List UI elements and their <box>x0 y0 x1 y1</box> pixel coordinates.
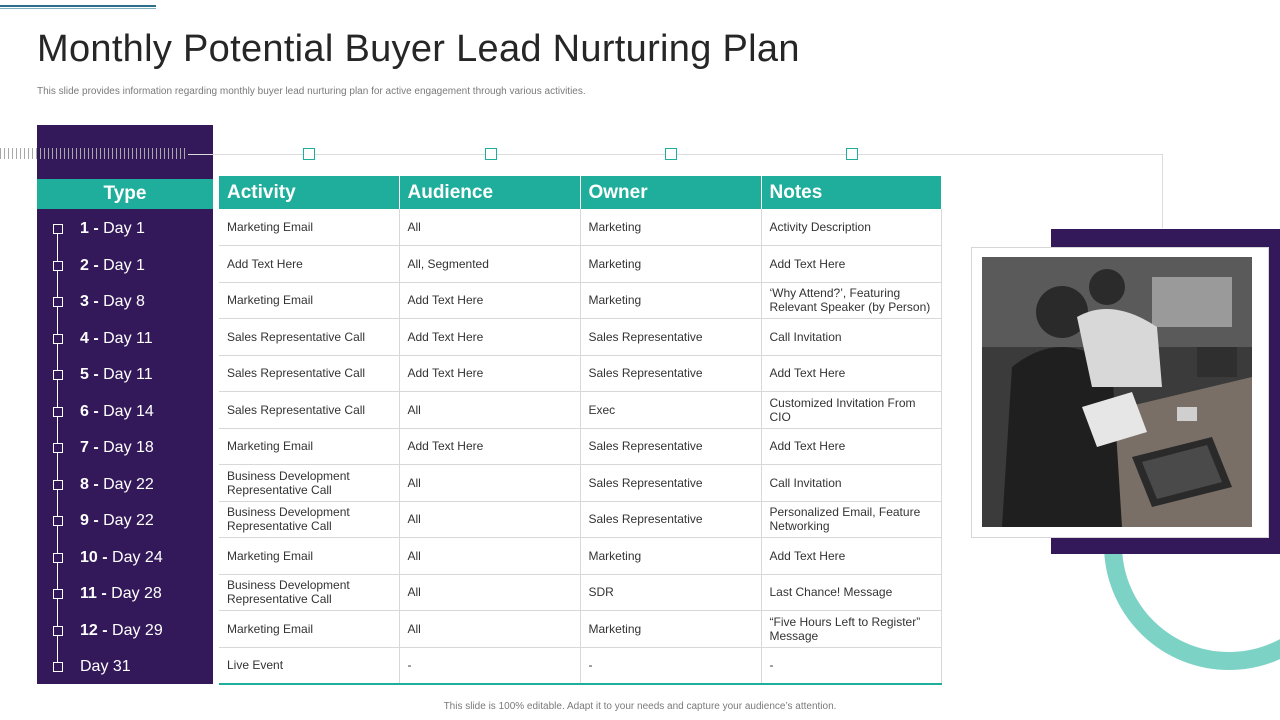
type-item-label <box>80 476 154 494</box>
square-marker-icon <box>53 261 63 271</box>
cell-notes: Add Text Here <box>761 428 941 465</box>
table-row <box>219 319 941 356</box>
type-item-label <box>80 330 153 348</box>
cell-owner: Marketing <box>580 282 761 319</box>
top-accent-line <box>0 0 156 10</box>
cell-activity: Business Development Representative Call <box>219 574 399 611</box>
type-item <box>37 467 213 504</box>
timeline-ruler <box>0 148 188 159</box>
type-item-number: 8 - <box>80 475 99 493</box>
table-row <box>219 501 941 538</box>
cell-owner: Marketing <box>580 538 761 575</box>
square-marker-icon <box>53 224 63 234</box>
type-item-day: Day 28 <box>106 585 162 603</box>
cell-activity: Marketing Email <box>219 282 399 319</box>
table-row <box>219 209 941 246</box>
cell-activity: Sales Representative Call <box>219 319 399 356</box>
cell-owner: Sales Representative <box>580 319 761 356</box>
cell-audience: All <box>399 209 580 246</box>
cell-notes: - <box>761 647 941 684</box>
type-item-day: Day 11 <box>98 329 153 347</box>
cell-owner: Exec <box>580 392 761 429</box>
type-item-label <box>80 257 145 275</box>
type-list <box>37 211 213 686</box>
cell-notes: Activity Description <box>761 209 941 246</box>
type-item-day: Day 18 <box>98 439 154 457</box>
cell-audience: All <box>399 611 580 648</box>
square-marker-icon <box>53 626 63 636</box>
cell-audience: All <box>399 574 580 611</box>
type-item-number: 9 - <box>80 512 99 530</box>
cell-owner: SDR <box>580 574 761 611</box>
table-row <box>219 647 941 684</box>
square-marker-icon <box>53 297 63 307</box>
type-item-day: Day 11 <box>98 366 153 384</box>
type-item-day: Day 22 <box>98 475 154 493</box>
cell-activity: Marketing Email <box>219 611 399 648</box>
type-item <box>37 540 213 577</box>
cell-notes: Add Text Here <box>761 246 941 283</box>
table-row <box>219 428 941 465</box>
cell-activity: Sales Representative Call <box>219 355 399 392</box>
type-item <box>37 613 213 650</box>
type-item-label <box>80 658 131 676</box>
table-body <box>219 209 941 684</box>
slide-title: Monthly Potential Buyer Lead Nurturing Plan <box>37 28 800 70</box>
cell-audience: Add Text Here <box>399 282 580 319</box>
type-item <box>37 248 213 285</box>
cell-owner: - <box>580 647 761 684</box>
type-item-number: 7 - <box>80 439 99 457</box>
type-item <box>37 430 213 467</box>
cell-audience: All <box>399 392 580 429</box>
type-item <box>37 211 213 248</box>
cell-notes: “Five Hours Left to Register” Message <box>761 611 941 648</box>
type-item-day: Day 14 <box>98 402 154 420</box>
business-meeting-photo <box>982 257 1252 527</box>
type-item-label <box>80 512 154 530</box>
type-item-day: Day 29 <box>107 621 163 639</box>
type-item <box>37 284 213 321</box>
type-item-number: 4 - <box>80 329 99 347</box>
table-row <box>219 246 941 283</box>
square-marker-icon <box>53 407 63 417</box>
type-item-number: 6 - <box>80 402 99 420</box>
type-item-day: Day 8 <box>98 293 145 311</box>
cell-owner: Marketing <box>580 611 761 648</box>
cell-activity: Live Event <box>219 647 399 684</box>
type-item-number: 10 - <box>80 548 108 566</box>
table-header-row <box>219 176 941 209</box>
cell-activity: Business Development Representative Call <box>219 501 399 538</box>
type-item <box>37 321 213 358</box>
cell-activity: Business Development Representative Call <box>219 465 399 502</box>
cell-notes: Add Text Here <box>761 538 941 575</box>
cell-notes: ‘Why Attend?’, Featuring Relevant Speaker (by Person) <box>761 282 941 319</box>
type-item-label <box>80 549 163 567</box>
type-item-number: 11 - <box>80 585 107 603</box>
type-item-label <box>80 439 154 457</box>
slide-footer: This slide is 100% editable. Adapt it to your needs and capture your audience’s attention. <box>443 701 837 712</box>
cell-notes: Customized Invitation From CIO <box>761 392 941 429</box>
table-row <box>219 355 941 392</box>
cell-audience: All <box>399 501 580 538</box>
type-item <box>37 394 213 431</box>
type-item <box>37 357 213 394</box>
cell-owner: Marketing <box>580 246 761 283</box>
column-header-notes: Notes <box>761 176 941 209</box>
type-item-number: 3 - <box>80 293 99 311</box>
square-marker-icon <box>53 334 63 344</box>
cell-owner: Sales Representative <box>580 355 761 392</box>
column-header-audience: Audience <box>399 176 580 209</box>
cell-owner: Sales Representative <box>580 501 761 538</box>
cell-owner: Sales Representative <box>580 465 761 502</box>
cell-audience: - <box>399 647 580 684</box>
cell-activity: Marketing Email <box>219 538 399 575</box>
cell-audience: Add Text Here <box>399 428 580 465</box>
timeline-marker <box>846 148 858 160</box>
type-item-number: 1 - <box>80 220 99 238</box>
column-header-owner: Owner <box>580 176 761 209</box>
table-row <box>219 611 941 648</box>
type-item-day: Day 1 <box>98 256 145 274</box>
column-header-activity: Activity <box>219 176 399 209</box>
type-column-header: Type <box>37 179 213 209</box>
cell-notes: Call Invitation <box>761 465 941 502</box>
cell-audience: Add Text Here <box>399 319 580 356</box>
table-row <box>219 574 941 611</box>
type-item-day: Day 31 <box>80 658 131 676</box>
photo-illustration <box>982 257 1252 527</box>
square-marker-icon <box>53 662 63 672</box>
cell-activity: Sales Representative Call <box>219 392 399 429</box>
cell-activity: Add Text Here <box>219 246 399 283</box>
type-item-number: 2 - <box>80 256 99 274</box>
square-marker-icon <box>53 443 63 453</box>
cell-activity: Marketing Email <box>219 209 399 246</box>
cell-audience: All <box>399 538 580 575</box>
type-item-number: 12 - <box>80 621 108 639</box>
square-marker-icon <box>53 553 63 563</box>
cell-activity: Marketing Email <box>219 428 399 465</box>
type-item-label <box>80 585 162 603</box>
type-item <box>37 503 213 540</box>
timeline-connector <box>1162 154 1163 228</box>
type-item-label <box>80 220 145 238</box>
type-item-day: Day 24 <box>107 548 163 566</box>
timeline-marker <box>485 148 497 160</box>
type-item <box>37 576 213 613</box>
type-item-label <box>80 366 153 384</box>
cell-audience: All, Segmented <box>399 246 580 283</box>
table-row <box>219 538 941 575</box>
square-marker-icon <box>53 370 63 380</box>
type-item-day: Day 1 <box>98 220 145 238</box>
cell-audience: All <box>399 465 580 502</box>
table-row <box>219 465 941 502</box>
type-item-number: 5 - <box>80 366 99 384</box>
table-row <box>219 282 941 319</box>
type-item-day: Day 22 <box>98 512 154 530</box>
type-item <box>37 649 213 686</box>
cell-notes: Personalized Email, Feature Networking <box>761 501 941 538</box>
type-item-label <box>80 293 145 311</box>
square-marker-icon <box>53 589 63 599</box>
cell-notes: Add Text Here <box>761 355 941 392</box>
cell-notes: Call Invitation <box>761 319 941 356</box>
cell-owner: Marketing <box>580 209 761 246</box>
cell-audience: Add Text Here <box>399 355 580 392</box>
type-item-label <box>80 622 163 640</box>
timeline-marker <box>665 148 677 160</box>
type-item-label <box>80 403 154 421</box>
square-marker-icon <box>53 480 63 490</box>
square-marker-icon <box>53 516 63 526</box>
table-row <box>219 392 941 429</box>
slide-subtitle: This slide provides information regarding monthly buyer lead nurturing plan for active engagement through various activities. <box>37 86 586 97</box>
cell-notes: Last Chance! Message <box>761 574 941 611</box>
lead-nurturing-table <box>219 176 942 685</box>
cell-owner: Sales Representative <box>580 428 761 465</box>
timeline-marker <box>303 148 315 160</box>
